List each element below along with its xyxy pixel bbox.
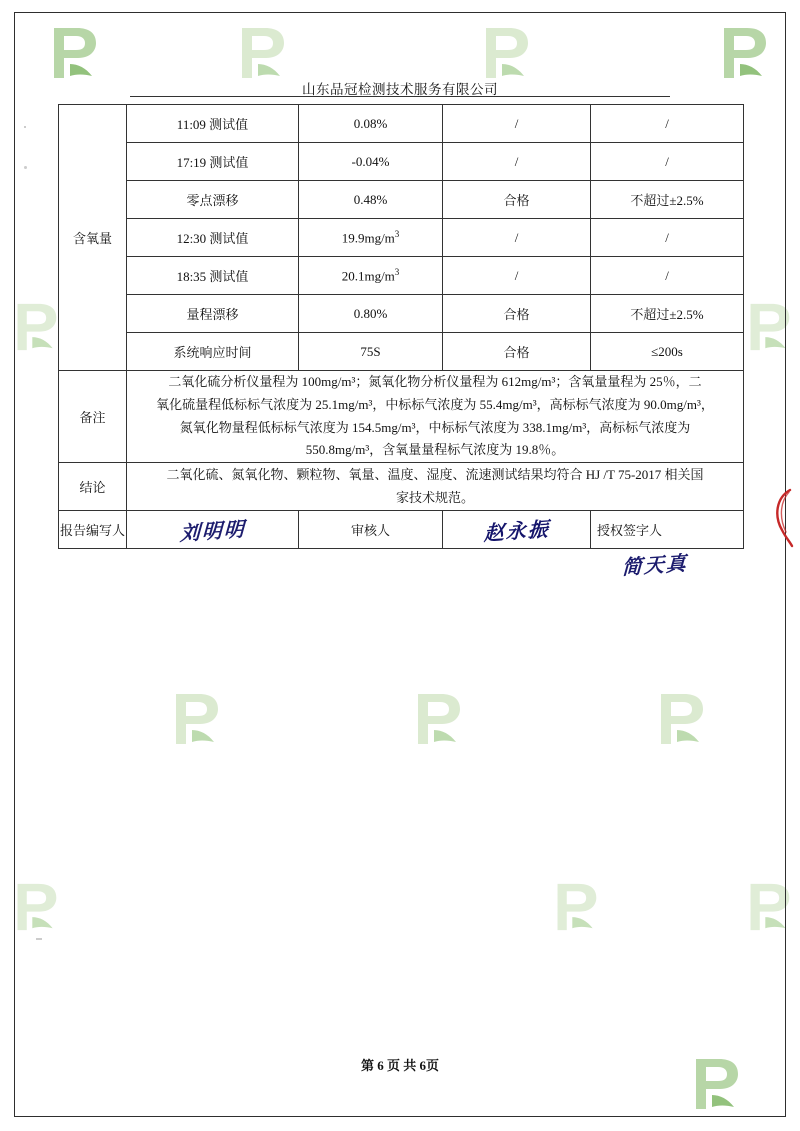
- table-row: [59, 219, 744, 257]
- writer-label: 报告编写人: [59, 510, 127, 548]
- reviewer-signature: [443, 510, 591, 548]
- cell-judge: /: [443, 219, 591, 257]
- cell-judge: 合格: [443, 295, 591, 333]
- approver-label: 授权签字人: [597, 522, 663, 538]
- cell-requirement: /: [591, 143, 744, 181]
- cell-item: 12:30 测试值: [127, 219, 299, 257]
- cell-value: 75S: [299, 333, 443, 371]
- cell-judge: /: [443, 105, 591, 143]
- signature-reviewer-text: 赵永振: [483, 518, 550, 546]
- remark-line: 氧化硫量程低标标气浓度为 25.1mg/m³，中标标气浓度为 55.4mg/m³，高标标气浓度为 90.0mg/m³，: [156, 396, 714, 412]
- conclusion-row: [59, 463, 744, 511]
- cell-requirement: ≤200s: [591, 333, 744, 371]
- writer-signature: [127, 510, 299, 548]
- table-row: [59, 105, 744, 143]
- signature-approver-text: 简天真: [621, 552, 689, 580]
- cell-judge: 合格: [443, 181, 591, 219]
- cell-item: 17:19 测试值: [127, 143, 299, 181]
- approver-cell: [591, 510, 744, 548]
- company-header: 山东品冠检测技术服务有限公司: [302, 82, 498, 97]
- page-footer: 第 6 页 共 6页: [360, 1058, 439, 1073]
- value-text: 19.9mg/m: [341, 230, 395, 246]
- cell-item: 11:09 测试值: [127, 105, 299, 143]
- red-pen-mark: [770, 488, 796, 548]
- conclusion-line: 家技术规范。: [395, 490, 474, 506]
- cell-value: 0.08%: [299, 105, 443, 143]
- signature-row: [59, 510, 744, 548]
- cell-item: 18:35 测试值: [127, 257, 299, 295]
- cell-value: 0.80%: [299, 295, 443, 333]
- remark-label: 备注: [59, 371, 127, 463]
- table-row: [59, 143, 744, 181]
- conclusion-label: 结论: [59, 463, 127, 511]
- cell-value: 0.48%: [299, 181, 443, 219]
- reviewer-label: 审核人: [299, 510, 443, 548]
- conclusion-content: [127, 463, 744, 511]
- remark-line: 氮氧化物量程低标标气浓度为 154.5mg/m³，中标标气浓度为 338.1mg/m³，高标标气浓度为: [179, 419, 691, 435]
- cell-judge: /: [443, 257, 591, 295]
- scan-speck: [36, 938, 42, 940]
- value-superscript: 3: [394, 228, 400, 239]
- table-row: [59, 181, 744, 219]
- value-superscript: 3: [394, 266, 400, 277]
- cell-requirement: 不超过±2.5%: [591, 181, 744, 219]
- value-text: 20.1mg/m: [341, 268, 395, 284]
- cell-judge: 合格: [443, 333, 591, 371]
- remark-row: [59, 371, 744, 463]
- cell-requirement: /: [591, 219, 744, 257]
- approver-signature: [622, 549, 688, 578]
- row-group-label: 含氧量: [59, 105, 127, 371]
- header-divider: [130, 96, 670, 97]
- cell-requirement: 不超过±2.5%: [591, 295, 744, 333]
- cell-item: 系统响应时间: [127, 333, 299, 371]
- cell-value: [299, 219, 443, 257]
- cell-requirement: /: [591, 105, 744, 143]
- cell-requirement: /: [591, 257, 744, 295]
- scan-speck: [24, 166, 27, 169]
- cell-item: 零点漂移: [127, 181, 299, 219]
- table-row: [59, 257, 744, 295]
- scan-speck: [24, 126, 26, 128]
- table-row: [59, 295, 744, 333]
- cell-item: 量程漂移: [127, 295, 299, 333]
- remark-content: [127, 371, 744, 463]
- signature-writer-text: 刘明明: [179, 518, 246, 546]
- cell-value: -0.04%: [299, 143, 443, 181]
- remark-line: 550.8mg/m³，含氧量量程标气浓度为 19.8％。: [305, 442, 565, 458]
- cell-judge: /: [443, 143, 591, 181]
- remark-line: 二氧化硫分析仪量程为 100mg/m³；氮氧化物分析仪量程为 612mg/m³；含氧量量程为 25％，二: [168, 374, 702, 389]
- report-table: [58, 104, 744, 549]
- table-row: [59, 333, 744, 371]
- cell-value: [299, 257, 443, 295]
- conclusion-line: 二氧化硫、氮氧化物、颗粒物、氧量、温度、湿度、流速测试结果均符合 HJ /T 75-2017 相关国: [166, 467, 704, 482]
